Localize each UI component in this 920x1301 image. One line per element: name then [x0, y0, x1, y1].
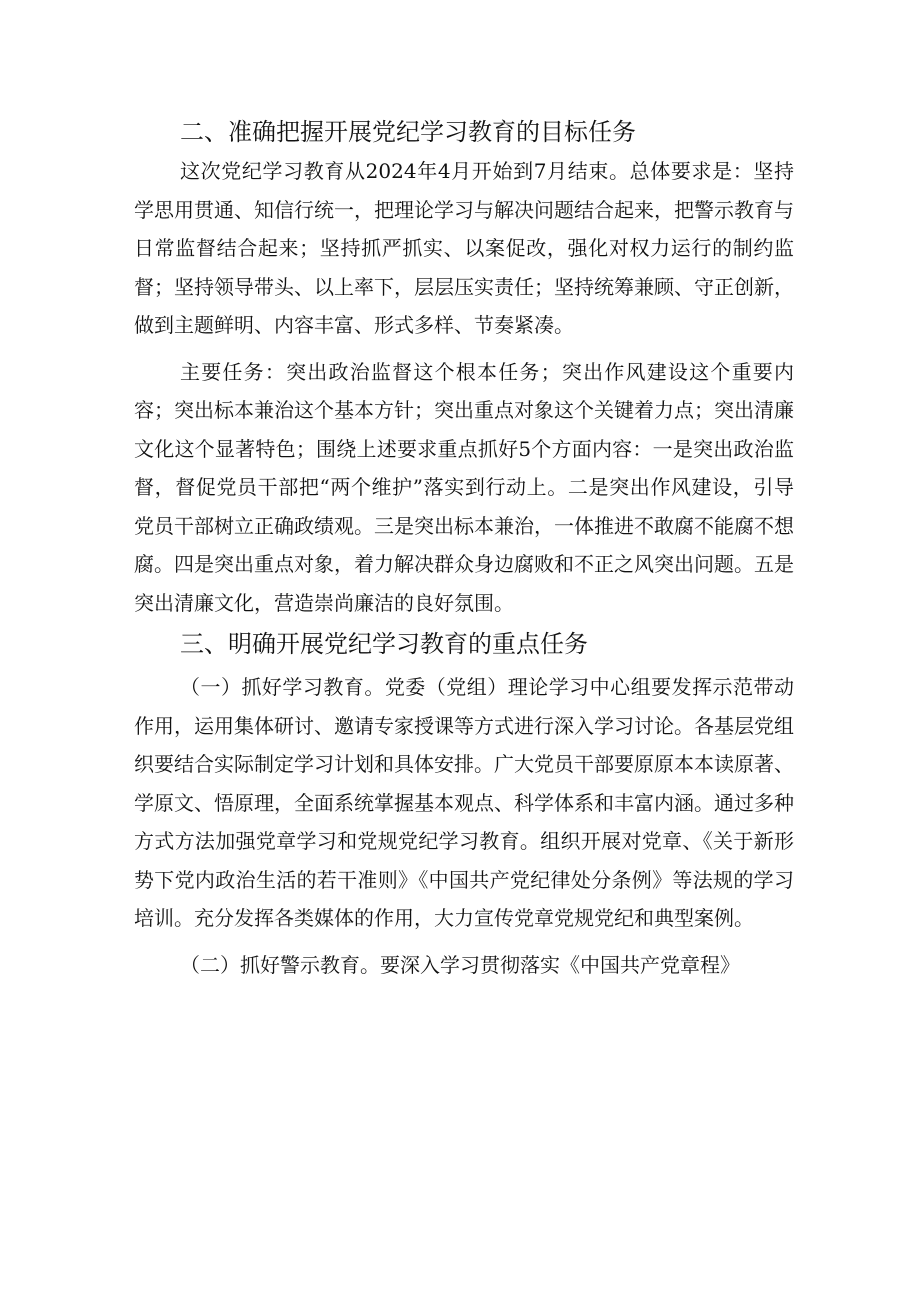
section-heading-3: 三、明确开展党纪学习教育的重点任务: [180, 630, 588, 658]
paragraph-overall-requirements: 这次党纪学习教育从2024年4月开始到7月结束。总体要求是：坚持学思用贯通、知信行统一，把理论学习与解决问题结合起来，把警示教育与日常监督结合起来；坚持抓严抓实、以案促改，强化对权力运行的制约监督；坚持领导带头、以上率下，层层压实责任；坚持统筹兼顾、守正创新，做到主题鲜明、内容丰富、形式多样、节奏紧凑。: [134, 159, 794, 337]
paragraph-study-education: （一）抓好学习教育。党委（党组）理论学习中心组要发挥示范带动作用，运用集体研讨、邀请专家授课等方式进行深入学习讨论。各基层党组织要结合实际制定学习计划和具体安排。广大党员干部要原原本本读原著、学原文、悟原理，全面系统掌握基本观点、科学体系和丰富内涵。通过多种方式方法加强党章学习和党规党纪学习教育。组织开展对党章、《关于新形势下党内政治生活的若干准则》《中国共产党纪律处分条例》等法规的学习培训。充分发挥各类媒体的作用，大力宣传党章党规党纪和典型案例。: [134, 675, 794, 930]
paragraph-warning-education: （二）抓好警示教育。要深入学习贯彻落实《中国共产党章程》: [180, 952, 740, 977]
document-body: [134, 112, 794, 984]
section-heading-2: 二、准确把握开展党纪学习教育的目标任务: [180, 118, 636, 146]
paragraph-main-tasks: 主要任务：突出政治监督这个根本任务；突出作风建设这个重要内容；突出标本兼治这个基本方针；突出重点对象这个关键着力点；突出清廉文化这个显著特色；围绕上述要求重点抓好5个方面内容：一是突出政治监督，督促党员干部把“两个维护”落实到行动上。二是突出作风建设，引导党员干部树立正确政绩观。三是突出标本兼治，一体推进不敢腐不能腐不想腐。四是突出重点对象，着力解决群众身边腐败和不正之风突出问题。五是突出清廉文化，营造崇尚廉洁的良好氛围。: [134, 359, 794, 615]
